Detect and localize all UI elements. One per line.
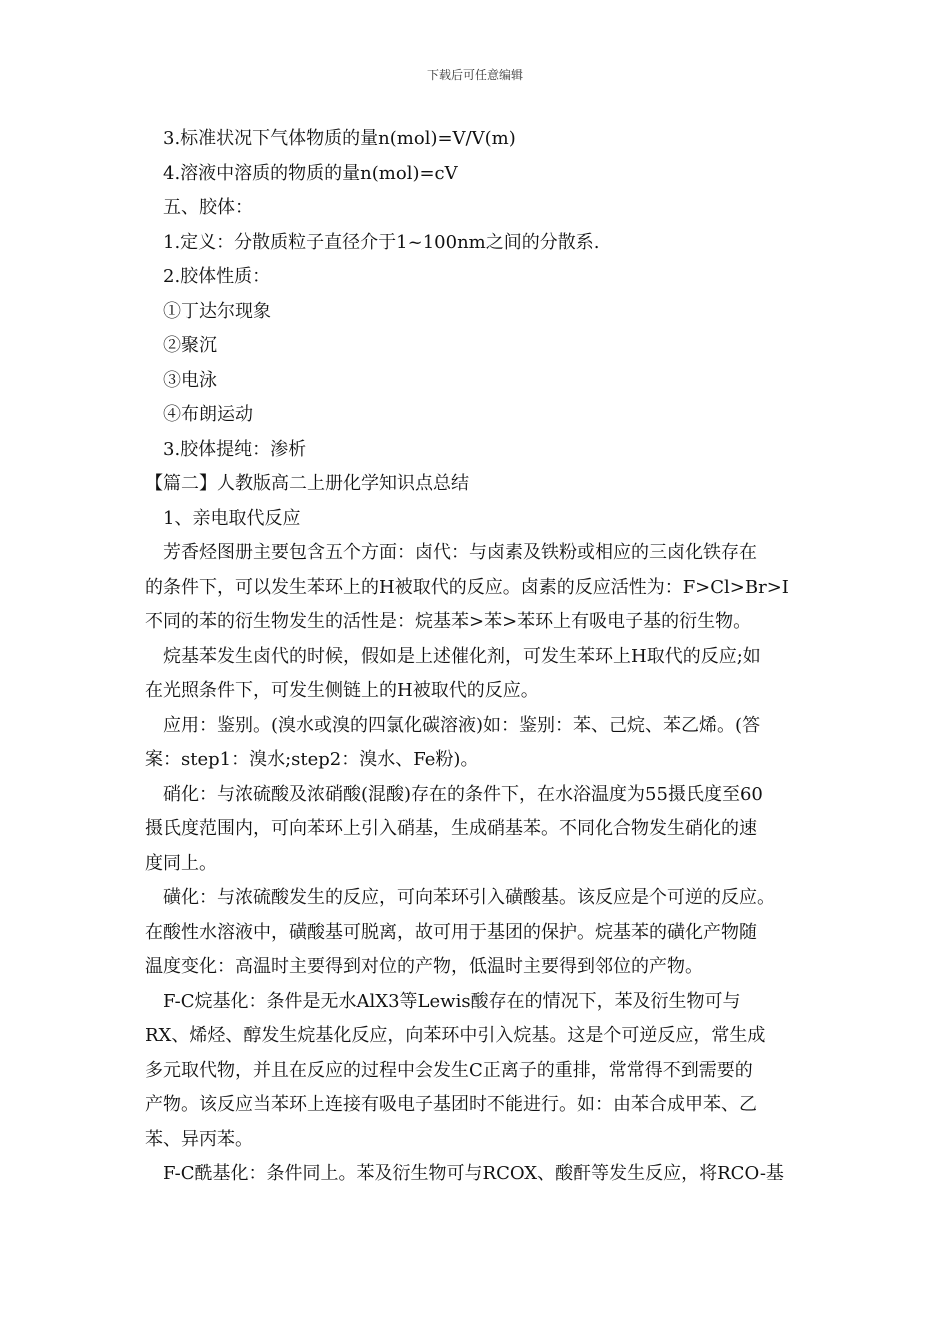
text-line: 不同的苯的衍生物发生的活性是：烷基苯>苯>苯环上有吸电子基的衍生物。 (145, 611, 752, 632)
text-line: 案：step1：溴水;step2：溴水、Fe粉)。 (145, 749, 479, 770)
text-line: 【篇二】人教版高二上册化学知识点总结 (145, 473, 469, 494)
text-line: 在酸性水溶液中，磺酸基可脱离，故可用于基团的保护。烷基苯的磺化产物随 (145, 921, 757, 943)
text-line: 硝化：与浓硫酸及浓硝酸(混酸)存在的条件下，在水浴温度为55摄氏度至60 (163, 783, 763, 805)
text-line: 3.标准状况下气体物质的量n(mol)=V/V(m) (163, 128, 516, 149)
text-line: 烷基苯发生卤代的时候，假如是上述催化剂，可发生苯环上H取代的反应;如 (163, 645, 761, 667)
text-line: 1、亲电取代反应 (163, 507, 301, 529)
text-line: 芳香烃图册主要包含五个方面：卤代：与卤素及铁粉或相应的三卤化铁存在 (163, 542, 757, 563)
document-body (145, 122, 815, 1192)
page-header-note: 下载后可任意编辑 (426, 68, 523, 82)
text-line: 温度变化：高温时主要得到对位的产物，低温时主要得到邻位的产物。 (145, 956, 703, 977)
text-line: ④布朗运动 (163, 404, 253, 425)
text-line: 多元取代物，并且在反应的过程中会发生C正离子的重排，常常得不到需要的 (145, 1059, 753, 1081)
text-line: 摄氏度范围内，可向苯环上引入硝基，生成硝基苯。不同化合物发生硝化的速 (145, 818, 757, 839)
text-line: ②聚沉 (163, 335, 217, 356)
text-line: 4.溶液中溶质的物质的量n(mol)=cV (163, 162, 458, 184)
text-line: 五、胶体： (163, 197, 253, 218)
text-line: 苯、异丙苯。 (145, 1128, 253, 1150)
text-line: F-C烷基化：条件是无水AlX3等Lewis酸存在的情况下，苯及衍生物可与 (163, 990, 741, 1012)
text-line: 1.定义：分散质粒子直径介于1~100nm之间的分散系. (163, 231, 600, 253)
text-line: 产物。该反应当苯环上连接有吸电子基团时不能进行。如：由苯合成甲苯、乙 (145, 1094, 757, 1115)
text-line: ③电泳 (163, 369, 217, 391)
text-line: 3.胶体提纯：渗析 (163, 438, 307, 460)
text-line: F-C酰基化：条件同上。苯及衍生物可与RCOX、酸酐等发生反应，将RCO-基 (163, 1163, 784, 1184)
text-line: 磺化：与浓硫酸发生的反应，可向苯环引入磺酸基。该反应是个可逆的反应。 (163, 887, 775, 908)
text-line: RX、烯烃、醇发生烷基化反应，向苯环中引入烷基。这是个可逆反应，常生成 (145, 1025, 766, 1046)
text-line: ①丁达尔现象 (163, 300, 271, 322)
text-line: 在光照条件下，可发生侧链上的H被取代的反应。 (145, 680, 539, 701)
text-line: 应用：鉴别。(溴水或溴的四氯化碳溶液)如：鉴别：苯、己烷、苯乙烯。(答 (163, 714, 761, 736)
text-line: 的条件下，可以发生苯环上的H被取代的反应。卤素的反应活性为：F>Cl>Br>I (145, 576, 789, 598)
text-line: 2.胶体性质： (163, 266, 271, 287)
text-line: 度同上。 (145, 852, 217, 874)
